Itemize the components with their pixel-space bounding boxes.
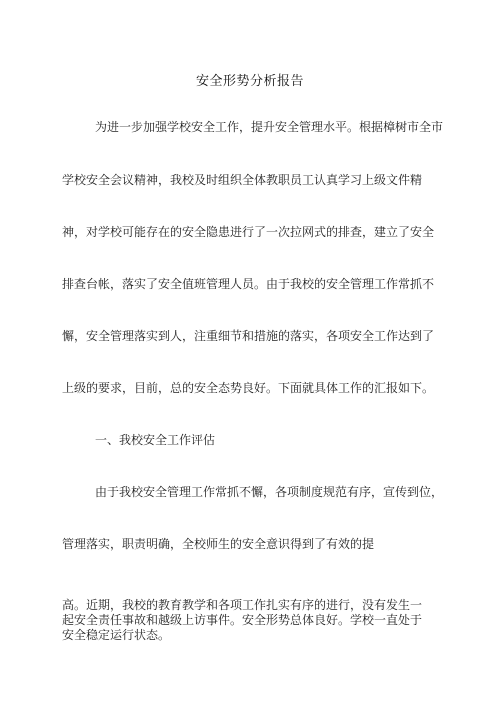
paragraph-line-5: 懈，安全管理落实到人，注重细节和措施的落实，各项安全工作达到了 <box>62 329 435 343</box>
paragraph-line-2: 学校安全会议精神，我校及时组织全体教职员工认真学习上级文件精 <box>62 173 423 187</box>
section-heading: 一、我校安全工作评估 <box>95 433 216 447</box>
paragraph-line-7: 由于我校安全管理工作常抓不懈，各项制度规范有序，宣传到位， <box>95 485 444 499</box>
paragraph-line-6: 上级的要求，目前，总的安全态势良好。下面就具体工作的汇报如下。 <box>62 381 435 395</box>
paragraph-line-4: 排查台帐，落实了安全值班管理人员。由于我校的安全管理工作常抓不 <box>62 277 435 291</box>
paragraph-line-8: 管理落实，职责明确，全校师生的安全意识得到了有效的提 <box>62 537 375 551</box>
paragraph-line-1: 为进一步加强学校安全工作，提升安全管理水平。根据樟树市全市 <box>95 120 444 134</box>
document-title: 安全形势分析报告 <box>195 74 304 89</box>
final-paragraph: 高。近期，我校的教育教学和各项工作扎实有序的进行，没有发生一起安全责任事故和越级上访事件。安全形势总体良好。学校一直处于安全稳定运行状态。 <box>62 598 423 642</box>
paragraph-line-3: 神，对学校可能存在的安全隐患进行了一次拉网式的排查，建立了安全 <box>62 225 435 239</box>
